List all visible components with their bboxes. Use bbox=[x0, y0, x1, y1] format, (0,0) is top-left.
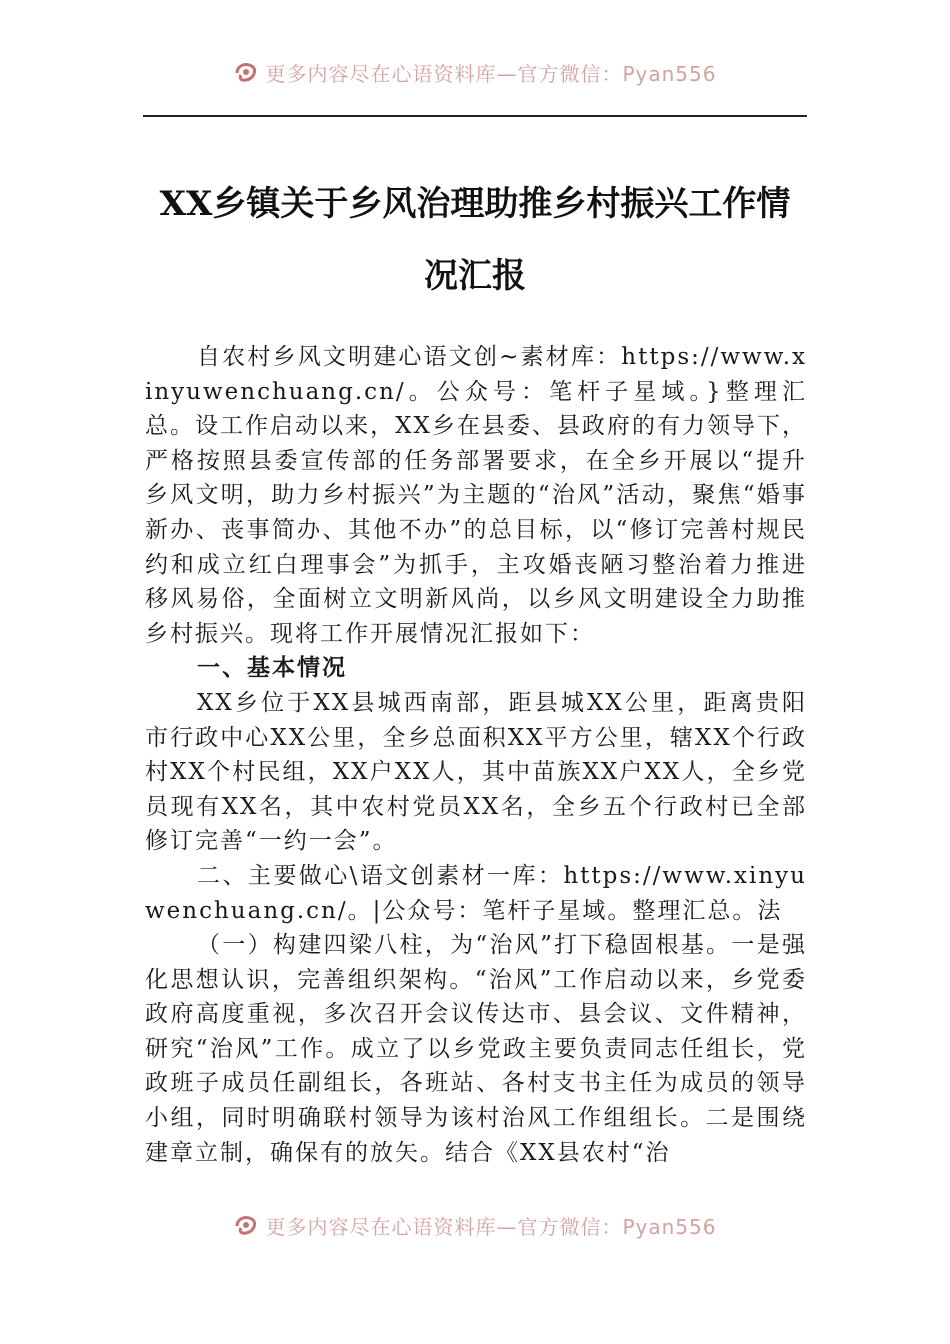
brand-logo-icon bbox=[233, 1212, 259, 1238]
measures-paragraph: （一）构建四梁八柱，为“治风”打下稳固根基。一是强化思想认识，完善组织架构。“治风”工作启动以来，乡党委政府高度重视，多次召开会议传达市、县会议、文件精神，研究“治风”工作。成立了以乡党政主要负责同志任组长，党政班子成员任副组长，各班站、各村支书主任为成员的领导小组，同时明确联村领导为该村治风工作组组长。二是围绕建章立制，确保有的放矢。结合《XX县农村“治 bbox=[145, 932, 807, 1166]
document-title bbox=[143, 168, 807, 312]
section-heading-basic: 一、基本情况 bbox=[197, 655, 347, 682]
intro-paragraph: 自农村乡风文明建心语文创~素材库：https://www.xinyuwenchuang.cn/。公众号：笔杆子星域。}整理汇总。设工作启动以来，XX乡在县委、县政府的有力领导下，严格按照县委宣传部的任务部署要求，在全乡开展以“提升乡风文明，助力乡村振兴”为主题的“治风”活动，聚焦“婚事新办、丧事简办、其他不办”的总目标，以“修订完善村规民约和成立红白理事会”为抓手，主攻婚丧陋习整治着力推进移风易俗，全面树立文明新风尚，以乡风文明建设全力助推乡村振兴。现将工作开展情况汇报如下： bbox=[145, 344, 807, 647]
document-body bbox=[145, 340, 807, 1170]
brand-logo-icon bbox=[233, 59, 259, 85]
main-measures-heading: 二、主要做心\语文创素材一库：https://www.xinyuwenchuang.cn/。|公众号：笔杆子星域。整理汇总。法 bbox=[145, 862, 807, 924]
basic-info-paragraph: XX乡位于XX县城西南部，距县城XX公里，距离贵阳市行政中心XX公里，全乡总面积XX平方公里，辖XX个行政村XX个村民组，XX户XX人，其中苗族XX户XX人，全乡党员现有XX名，其中农村党员XX名，全乡五个行政村已全部修订完善“一约一会”。 bbox=[145, 689, 807, 855]
watermark-banner-bottom bbox=[0, 1210, 950, 1240]
header-divider bbox=[143, 115, 807, 117]
watermark-text: 更多内容尽在心语资料库—官方微信：Pyan556 bbox=[265, 1214, 717, 1239]
watermark-banner-top bbox=[0, 57, 950, 87]
title-line-1: XX乡镇关于乡风治理助推乡村振兴工作情 bbox=[159, 184, 791, 224]
watermark-text: 更多内容尽在心语资料库—官方微信：Pyan556 bbox=[265, 61, 717, 86]
title-line-2: 况汇报 bbox=[424, 256, 526, 296]
